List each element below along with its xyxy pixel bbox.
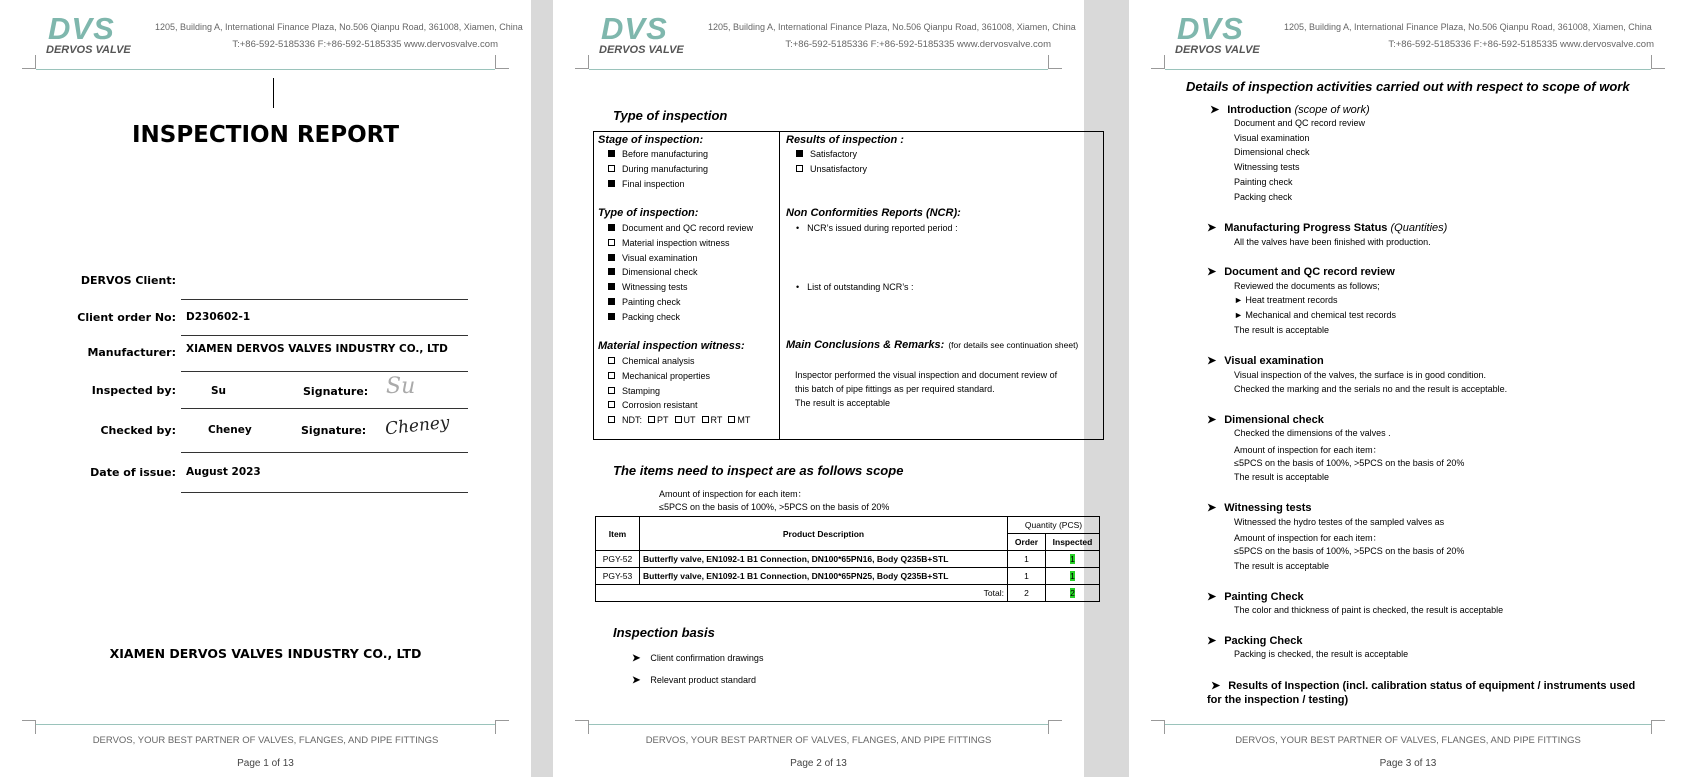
- cell-item: PGY-52: [596, 551, 640, 568]
- field-underline: [181, 371, 468, 372]
- signature-label: Signature:: [303, 385, 369, 398]
- section-line: ► Mechanical and chemical test records: [1234, 310, 1396, 320]
- inspected-by-label: Inspected by:: [91, 384, 176, 397]
- checkbox-empty-icon: [796, 165, 803, 172]
- checkbox-checked-icon: [608, 268, 615, 275]
- conclusion-line: The result is acceptable: [795, 398, 891, 408]
- section-line: ► Heat treatment records: [1234, 295, 1338, 305]
- type-item[interactable]: [608, 253, 697, 263]
- field-underline: [181, 335, 468, 336]
- type-item[interactable]: [608, 223, 753, 233]
- amount-line: Amount of inspection for each item：: [659, 489, 807, 499]
- stage-item-label: Final inspection: [622, 179, 685, 189]
- company-logo: [1175, 11, 1265, 58]
- company-name: XIAMEN DERVOS VALVES INDUSTRY CO., LTD: [109, 646, 422, 661]
- type-item-label: Painting check: [622, 297, 681, 307]
- type-item-label: Packing check: [622, 312, 681, 322]
- cell-order: 1: [1008, 568, 1046, 585]
- cell-total-inspected: [1046, 585, 1100, 602]
- document-page-1: [0, 0, 531, 777]
- crop-mark: [1651, 720, 1665, 734]
- cell-description: Butterfly valve, EN1092-1 B1 Connection, DN100*65PN16, Body Q235B+STL: [640, 551, 1008, 568]
- header-contact: T:+86-592-5185336 F:+86-592-5185335 www.dervosvalve.com: [1388, 39, 1654, 50]
- section-packing: [1207, 634, 1302, 647]
- section-title: Painting Check: [1224, 591, 1304, 603]
- highlighted-value: 1: [1070, 571, 1075, 581]
- crop-mark: [575, 720, 589, 734]
- ndt-row: [608, 415, 750, 425]
- header-rule: [36, 69, 495, 70]
- footer-slogan: DERVOS, YOUR BEST PARTNER OF VALVES, FLANGES, AND PIPE FITTINGS: [1235, 735, 1581, 746]
- section-line: Packing is checked, the result is acceptable: [1234, 649, 1409, 659]
- ndt-option: UT: [683, 415, 696, 425]
- footer-rule: [36, 724, 495, 725]
- section-line: The result is acceptable: [1234, 325, 1330, 335]
- checkbox-checked-icon: [608, 283, 615, 290]
- section-line: The color and thickness of paint is checked, the result is acceptable: [1234, 605, 1504, 615]
- intro-item: Packing check: [1234, 192, 1293, 202]
- arrow-bullet-icon: ➤: [1207, 502, 1217, 514]
- company-logo: [46, 11, 136, 58]
- table-header-row: [596, 517, 1100, 534]
- logo-mark: DVS: [1177, 11, 1244, 46]
- highlighted-value: 1: [1070, 554, 1075, 564]
- cell-description: Butterfly valve, EN1092-1 B1 Connection, DN100*65PN25, Body Q235B+STL: [640, 568, 1008, 585]
- basis-item-label: Client confirmation drawings: [650, 653, 764, 663]
- crop-mark: [1151, 720, 1165, 734]
- ndt-option: MT: [737, 415, 751, 425]
- footer-slogan: DERVOS, YOUR BEST PARTNER OF VALVES, FLANGES, AND PIPE FITTINGS: [92, 735, 439, 746]
- section-manufacturing: [1207, 221, 1447, 234]
- stage-title: Stage of inspection:: [598, 134, 704, 146]
- inspection-summary-box: [593, 131, 1104, 440]
- intro-item: Document and QC record review: [1234, 118, 1366, 128]
- page-number: Page 1 of 13: [237, 758, 294, 769]
- crop-mark: [495, 720, 509, 734]
- field-underline: [181, 492, 468, 493]
- order-label: Client order No:: [77, 311, 176, 324]
- basis-item: [632, 675, 756, 686]
- stage-item[interactable]: [608, 164, 708, 174]
- result-item[interactable]: [796, 164, 867, 174]
- inspection-basis-heading: Inspection basis: [613, 625, 715, 640]
- bullet-icon: •: [796, 282, 800, 292]
- table-row[interactable]: [596, 568, 1100, 585]
- column-header-inspected: Inspected: [1046, 534, 1100, 551]
- date-value[interactable]: August 2023: [186, 466, 261, 478]
- intro-item: Visual examination: [1234, 133, 1310, 143]
- type-item[interactable]: [608, 297, 681, 307]
- cell-order: 1: [1008, 551, 1046, 568]
- checkbox-empty-icon: [608, 357, 615, 364]
- section-note: (Quantities): [1390, 222, 1448, 234]
- conclusion-note: (for details see continuation sheet): [948, 340, 1079, 350]
- intro-item: Witnessing tests: [1234, 162, 1300, 172]
- text-cursor: [273, 78, 274, 108]
- header-contact: T:+86-592-5185336 F:+86-592-5185335 www.dervosvalve.com: [785, 39, 1051, 50]
- conclusion-title: [786, 339, 1078, 351]
- arrow-bullet-icon: ➤: [1207, 591, 1217, 603]
- section-line: Visual inspection of the valves, the surface is in good condition.: [1234, 370, 1486, 380]
- material-item[interactable]: [608, 400, 698, 410]
- checkbox-empty-icon: [608, 387, 615, 394]
- arrow-bullet-icon: ➤: [1210, 104, 1220, 116]
- type-item[interactable]: [608, 267, 698, 277]
- stage-item[interactable]: [608, 179, 685, 189]
- ncr-item: [796, 223, 958, 233]
- section-title: Manufacturing Progress Status: [1224, 222, 1388, 234]
- type-title: Type of inspection:: [598, 207, 699, 219]
- signature-label: Signature:: [301, 424, 367, 437]
- type-item[interactable]: [608, 282, 688, 292]
- logo-name: DERVOS VALVE: [599, 44, 684, 56]
- conclusion-title-text: Main Conclusions & Remarks:: [786, 339, 945, 351]
- section-dimensional: [1207, 413, 1324, 426]
- ndt-option: PT: [657, 415, 669, 425]
- ncr-title: Non Conformities Reports (NCR):: [786, 207, 961, 219]
- material-title: Material inspection witness:: [598, 340, 745, 352]
- checkbox-empty-icon: [608, 239, 615, 246]
- ndt-label: NDT:: [622, 415, 642, 425]
- type-item-label: Witnessing tests: [622, 282, 688, 292]
- basis-item: [632, 653, 763, 664]
- order-value[interactable]: D230602-1: [186, 311, 251, 323]
- result-item[interactable]: [796, 149, 857, 159]
- basis-item-label: Relevant product standard: [650, 675, 756, 685]
- logo-name: DERVOS VALVE: [46, 44, 131, 56]
- document-page-3: [1129, 0, 1687, 777]
- column-header-description: Product Description: [640, 517, 1008, 551]
- section-visual: [1207, 354, 1324, 367]
- material-item[interactable]: [608, 371, 710, 381]
- logo-mark: DVS: [48, 11, 115, 46]
- section-introduction: [1210, 103, 1370, 116]
- details-title: Details of inspection activities carried out with respect to scope of work: [1186, 79, 1630, 94]
- logo-name: DERVOS VALVE: [1175, 44, 1260, 56]
- bullet-icon: •: [796, 223, 800, 233]
- crop-mark: [22, 55, 36, 69]
- report-title: INSPECTION REPORT: [131, 122, 400, 148]
- basis-rule-line: ≤5PCS on the basis of 100%, >5PCS on the basis of 20%: [659, 502, 890, 512]
- result-item-label: Satisfactory: [810, 149, 858, 159]
- results-title: Results of inspection :: [786, 134, 904, 146]
- manufacturer-value[interactable]: XIAMEN DERVOS VALVES INDUSTRY CO., LTD: [186, 343, 448, 355]
- ncr-item-label: NCR’s issued during reported period :: [807, 223, 958, 233]
- items-table: [595, 516, 1100, 602]
- section-painting: [1207, 590, 1304, 603]
- section-document-review: [1207, 265, 1395, 278]
- header-rule: [1165, 69, 1651, 70]
- manufacturer-label: Manufacturer:: [87, 346, 176, 359]
- arrow-bullet-icon: ➤: [1207, 414, 1217, 426]
- section-line: Witnessed the hydro testes of the sampled valves as: [1234, 517, 1445, 527]
- checker-signature: Cheney: [384, 412, 451, 440]
- type-of-inspection-heading: Type of inspection: [613, 108, 728, 123]
- checkbox-empty-icon[interactable]: [675, 416, 682, 423]
- section-line: Checked the marking and the serials no and the result is acceptable.: [1234, 384, 1508, 394]
- scope-heading: The items need to inspect are as follows scope: [613, 463, 904, 478]
- header-address: 1205, Building A, International Finance Plaza, No.506 Qianpu Road, 361008, Xiamen, China: [155, 22, 523, 32]
- column-header-quantity: Quantity (PCS): [1008, 517, 1100, 534]
- type-item-label: Material inspection witness: [622, 238, 730, 248]
- arrow-bullet-icon: ➤: [1207, 355, 1217, 367]
- section-line: Checked the dimensions of the valves .: [1234, 428, 1391, 438]
- arrow-bullet-icon: ➤: [1207, 635, 1217, 647]
- material-item[interactable]: [608, 386, 660, 396]
- section-title: Packing Check: [1224, 635, 1303, 647]
- page-number: Page 2 of 13: [790, 758, 847, 769]
- logo-mark: DVS: [601, 11, 668, 46]
- material-item-label: Stamping: [622, 386, 661, 396]
- checkbox-checked-icon: [608, 150, 615, 157]
- checked-by-value[interactable]: Cheney: [208, 424, 252, 436]
- checked-by-label: Checked by:: [100, 424, 176, 437]
- checkbox-checked-icon: [608, 180, 615, 187]
- checkbox-empty-icon[interactable]: [728, 416, 735, 423]
- header-contact: T:+86-592-5185336 F:+86-592-5185335 www.dervosvalve.com: [232, 39, 498, 50]
- checkbox-empty-icon: [608, 401, 615, 408]
- crop-mark: [1048, 55, 1062, 69]
- total-order: 2: [1008, 585, 1046, 602]
- cell-inspected: [1046, 568, 1100, 585]
- intro-item: Painting check: [1234, 177, 1293, 187]
- header-address: 1205, Building A, International Finance Plaza, No.506 Qianpu Road, 361008, Xiamen, China: [708, 22, 1076, 32]
- date-label: Date of issue:: [90, 466, 176, 479]
- type-item-label: Dimensional check: [622, 267, 698, 277]
- ncr-item-label: List of outstanding NCR’s :: [807, 282, 914, 292]
- field-underline: [181, 452, 468, 453]
- section-note: (scope of work): [1294, 104, 1370, 116]
- conclusion-line: Inspector performed the visual inspection and document review of: [795, 370, 1058, 380]
- page-number: Page 3 of 13: [1379, 758, 1437, 769]
- footer-rule: [589, 724, 1048, 725]
- material-item-label: Chemical analysis: [622, 356, 695, 366]
- stage-item-label: During manufacturing: [622, 164, 709, 174]
- conclusion-line: this batch of pipe fittings as per required standard.: [795, 384, 995, 394]
- type-item[interactable]: [608, 238, 730, 248]
- client-label: DERVOS Client:: [80, 274, 176, 287]
- section-line: ≤5PCS on the basis of 100%, >5PCS on the basis of 20%: [1234, 546, 1465, 556]
- checkbox-checked-icon: [608, 224, 615, 231]
- crop-mark: [1151, 55, 1165, 69]
- total-label: Total:: [596, 585, 1008, 602]
- crop-mark: [575, 55, 589, 69]
- arrow-bullet-icon: ➤: [1207, 222, 1217, 234]
- arrow-bullet-icon: ➤: [632, 653, 641, 664]
- checkbox-checked-icon: [796, 150, 803, 157]
- company-logo: [599, 11, 689, 58]
- header-address: 1205, Building A, International Finance Plaza, No.506 Qianpu Road, 361008, Xiamen, China: [1284, 22, 1652, 32]
- section-witnessing: [1207, 501, 1312, 514]
- crop-mark: [495, 55, 509, 69]
- crop-mark: [22, 720, 36, 734]
- section-line: ≤5PCS on the basis of 100%, >5PCS on the basis of 20%: [1234, 458, 1465, 468]
- section-title: Document and QC record review: [1224, 266, 1395, 278]
- document-page-2: [553, 0, 1093, 777]
- crop-mark: [1651, 55, 1665, 69]
- column-header-item: Item: [596, 517, 640, 551]
- checkbox-empty-icon[interactable]: [608, 416, 615, 423]
- section-title: Visual examination: [1224, 355, 1324, 367]
- section-line: The result is acceptable: [1234, 472, 1330, 482]
- section-line: Amount of inspection for each item：: [1234, 533, 1382, 543]
- stage-item[interactable]: [608, 149, 708, 159]
- footer-slogan: DERVOS, YOUR BEST PARTNER OF VALVES, FLANGES, AND PIPE FITTINGS: [645, 735, 992, 746]
- section-title: Introduction: [1227, 104, 1292, 116]
- arrow-bullet-icon: ➤: [632, 675, 641, 686]
- section-line: All the valves have been finished with production.: [1234, 237, 1431, 247]
- box-divider: [779, 132, 780, 439]
- intro-item: Dimensional check: [1234, 147, 1310, 157]
- cell-inspected: [1046, 551, 1100, 568]
- ncr-item: [796, 282, 914, 292]
- arrow-bullet-icon: ➤: [1211, 680, 1221, 692]
- crop-mark: [1048, 720, 1062, 734]
- type-item-label: Document and QC record review: [622, 223, 754, 233]
- type-item[interactable]: [608, 312, 680, 322]
- footer-rule: [1165, 724, 1651, 725]
- material-item-label: Corrosion resistant: [622, 400, 698, 410]
- arrow-bullet-icon: ➤: [1207, 266, 1217, 278]
- result-item-label: Unsatisfactory: [810, 164, 868, 174]
- section-line: The result is acceptable: [1234, 561, 1330, 571]
- header-rule: [589, 69, 1048, 70]
- checkbox-checked-icon: [608, 313, 615, 320]
- field-underline: [181, 408, 468, 409]
- material-item[interactable]: [608, 356, 695, 366]
- table-total-row: [596, 585, 1100, 602]
- checkbox-checked-icon: [608, 298, 615, 305]
- ndt-option: RT: [710, 415, 723, 425]
- stage-item-label: Before manufacturing: [622, 149, 709, 159]
- material-item-label: Mechanical properties: [622, 371, 711, 381]
- inspector-signature: Su: [386, 374, 416, 399]
- section-line: Reviewed the documents as follows;: [1234, 281, 1380, 291]
- type-item-label: Visual examination: [622, 253, 698, 263]
- field-underline: [181, 299, 468, 300]
- checkbox-empty-icon: [608, 372, 615, 379]
- checkbox-empty-icon[interactable]: [648, 416, 655, 423]
- inspected-by-value[interactable]: Su: [211, 385, 227, 397]
- checkbox-checked-icon: [608, 254, 615, 261]
- table-row[interactable]: [596, 551, 1100, 568]
- column-header-order: Order: [1008, 534, 1046, 551]
- highlighted-value: 2: [1070, 588, 1075, 598]
- section-results: [1207, 679, 1657, 707]
- section-line: Amount of inspection for each item：: [1234, 445, 1382, 455]
- section-title: Witnessing tests: [1224, 502, 1312, 514]
- section-title: Results of Inspection (incl. calibration status of equipment / instruments used: [1228, 680, 1636, 692]
- checkbox-empty-icon[interactable]: [702, 416, 709, 423]
- checkbox-empty-icon: [608, 165, 615, 172]
- section-title: Dimensional check: [1224, 414, 1324, 426]
- cell-item: PGY-53: [596, 568, 640, 585]
- section-title-continued: for the inspection / testing): [1207, 694, 1349, 706]
